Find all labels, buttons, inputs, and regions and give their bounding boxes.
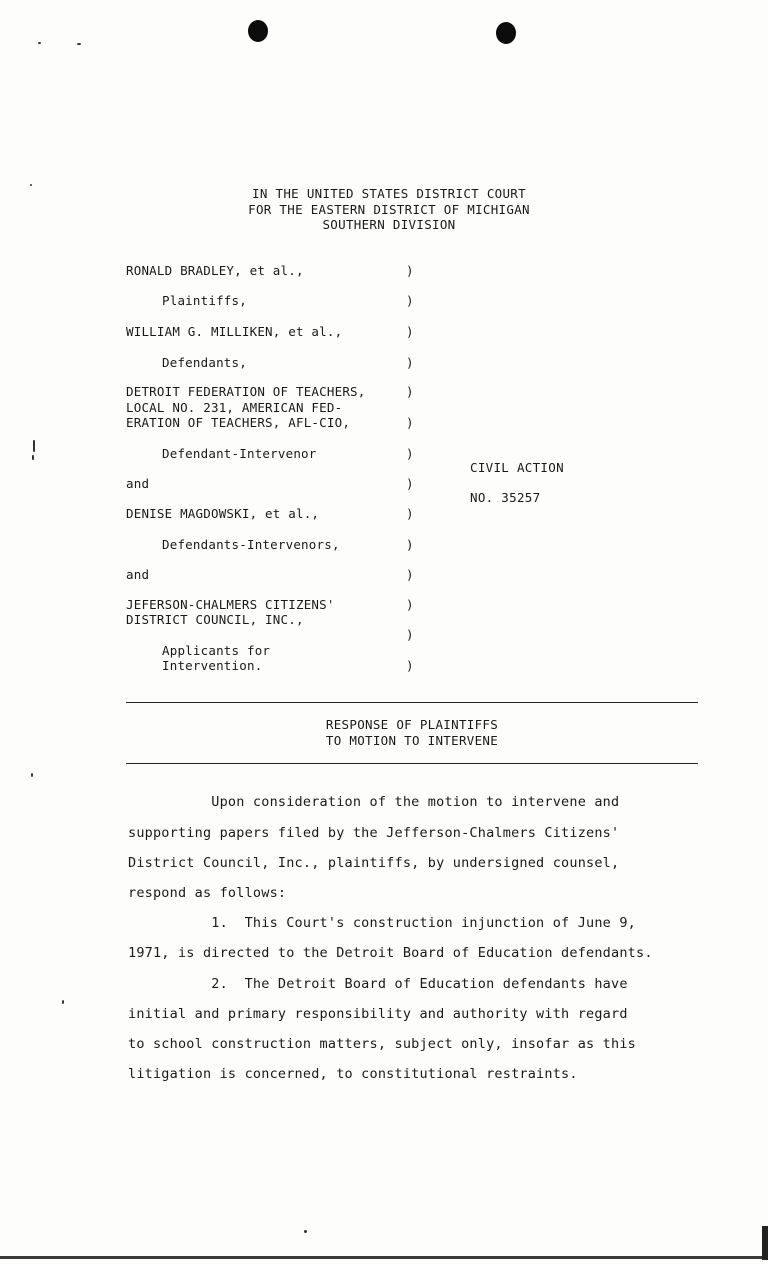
- caption-paren: ): [406, 597, 414, 612]
- caption-paren: ): [406, 293, 414, 308]
- caption-paren: ): [406, 658, 414, 673]
- court-division: SOUTHERN DIVISION: [322, 217, 456, 232]
- caption-paren: ): [406, 355, 414, 370]
- party-intervenor-role: Defendant-Intervenor: [162, 446, 317, 461]
- scan-speck: [304, 1230, 307, 1233]
- party-plaintiff-role: Plaintiffs,: [162, 293, 247, 308]
- punch-hole-right: [496, 22, 516, 44]
- party-applicant-line2: DISTRICT COUNCIL, INC.,: [126, 612, 304, 627]
- caption-paren: ): [406, 446, 414, 461]
- body-line: initial and primary responsibility and authority with regard: [128, 1006, 628, 1022]
- caption-paren: ): [406, 506, 414, 521]
- court-header: [0, 186, 768, 233]
- page-corner-mark: [762, 1226, 768, 1260]
- scan-speck: [33, 440, 35, 452]
- body-line: respond as follows:: [128, 885, 287, 901]
- party-intervenor-line3: ERATION OF TEACHERS, AFL-CIO,: [126, 415, 351, 430]
- party-intervenor-line2: LOCAL NO. 231, AMERICAN FED-: [126, 400, 343, 415]
- document-title-line1: RESPONSE OF PLAINTIFFS: [325, 717, 499, 732]
- scan-speck: [32, 455, 34, 460]
- party-magdowski: DENISE MAGDOWSKI, et al.,: [126, 506, 320, 521]
- body-line: 2. The Detroit Board of Education defendants have: [128, 976, 628, 992]
- caption-paren: ): [406, 263, 414, 278]
- party-applicant-line1: JEFERSON-CHALMERS CITIZENS': [126, 597, 335, 612]
- document-title: [126, 717, 698, 748]
- court-district: FOR THE EASTERN DISTRICT OF MICHIGAN: [248, 201, 530, 217]
- and-connector: and: [126, 476, 150, 491]
- and-connector: and: [126, 567, 150, 582]
- caption-paren: ): [406, 415, 414, 430]
- punch-hole-left: [248, 20, 268, 42]
- caption-paren: ): [406, 627, 414, 642]
- body-line: 1971, is directed to the Detroit Board of Education defendants.: [128, 945, 653, 961]
- body-line: supporting papers filed by the Jefferson-Chalmers Citizens': [128, 825, 620, 841]
- body-line: District Council, Inc., plaintiffs, by undersigned counsel,: [128, 855, 620, 871]
- caption-paren: ): [406, 476, 414, 491]
- body-line: 1. This Court's construction injunction of June 9,: [128, 915, 636, 931]
- party-applicant-role-line2: Intervention.: [162, 658, 263, 673]
- title-rule-bottom: [126, 763, 698, 764]
- party-defendant: WILLIAM G. MILLIKEN, et al.,: [126, 324, 343, 339]
- scan-speck: [77, 43, 81, 45]
- body-line: to school construction matters, subject only, insofar as this: [128, 1036, 636, 1052]
- party-plaintiff: RONALD BRADLEY, et al.,: [126, 263, 304, 278]
- court-name: IN THE UNITED STATES DISTRICT COURT: [252, 186, 526, 201]
- case-number: NO. 35257: [470, 490, 541, 505]
- document-title-line2: TO MOTION TO INTERVENE: [325, 732, 499, 748]
- body-line: litigation is concerned, to constitutional restraints.: [128, 1066, 578, 1082]
- title-rule-top: [126, 702, 698, 703]
- party-defendant-role: Defendants,: [162, 355, 247, 370]
- caption-paren: ): [406, 537, 414, 552]
- caption-paren: ): [406, 384, 414, 399]
- caption-paren: ): [406, 567, 414, 582]
- scan-speck: [31, 773, 33, 777]
- scan-speck: [38, 42, 41, 44]
- caption-paren: ): [406, 324, 414, 339]
- party-intervenor-line1: DETROIT FEDERATION OF TEACHERS,: [126, 384, 366, 399]
- scan-speck: [62, 1000, 64, 1004]
- body-line: Upon consideration of the motion to intervene and: [128, 794, 620, 810]
- case-type: CIVIL ACTION: [470, 460, 564, 475]
- party-applicant-role-line1: Applicants for: [162, 643, 271, 658]
- page-bottom-edge: [0, 1256, 768, 1259]
- party-magdowski-role: Defendants-Intervenors,: [162, 537, 340, 552]
